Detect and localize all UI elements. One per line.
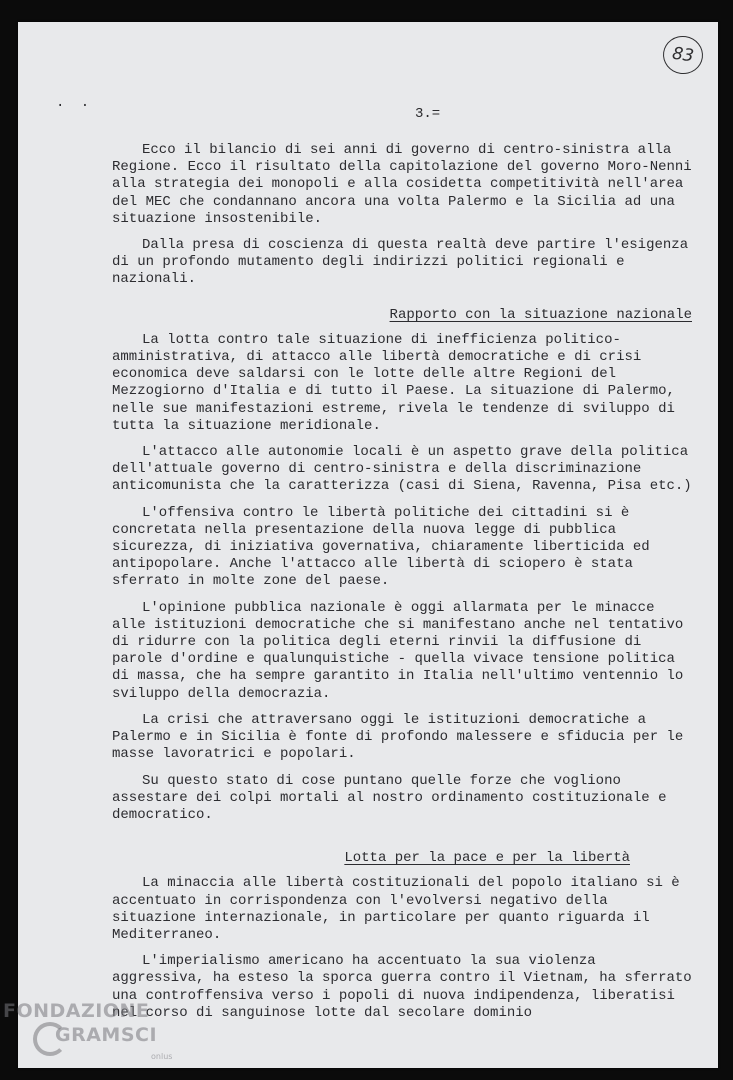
paragraph-imperialismo: L'imperialismo americano ha accentuato la sua violenza aggressiva, ha esteso la sporca guerra contro il Vietnam, ha sferrato una controffensiva verso i popoli di nuova indipendenza, liberatisi nel corso di sanguinose lotte dal secolare dominio — [112, 953, 692, 1021]
paragraph-offensiva: L'offensiva contro le libertà politiche dei cittadini si è concretata nella presentazione della nuova legge di pubblica sicurezza, di iniziativa governativa, chiaramente liberticida ed antipopolare. Anche l'attacco alle libertà di sciopero è stata sferrato in molte zone del paese. — [112, 504, 650, 590]
paragraph-autonomie: L'attacco alle autonomie locali è un aspetto grave della politica dell'attuale governo di centro-sinistra e della discriminazione anticomunista che la caratterizza (casi di Siena, Ravenna, Pisa etc.) — [112, 444, 692, 495]
page-number-stamp: 83 — [661, 33, 706, 76]
fondazione-gramsci-watermark — [3, 1000, 203, 1080]
paragraph-minaccia: La minaccia alle libertà costituzionali del popolo italiano si è accentuato in corrispondenza con l'evolversi negativo della situazione internazionale, in particolare per quanto riguarda il Mediterraneo. — [112, 875, 680, 943]
document-body — [112, 142, 692, 1031]
section-heading-pace: Lotta per la pace e per la libertà — [344, 850, 630, 867]
paragraph-lotta: La lotta contro tale situazione di inefficienza politico-amministrativa, di attacco alle libertà democratiche e di crisi economica deve saldarsi con le lotte delle altre Regioni del Mezzogiorno d'Italia e di tutto il Paese. La situazione di Palermo, nelle sue manifestazioni estreme, rivela le tendenze di sviluppo di tutta la situazione meridionale. — [112, 331, 675, 434]
watermark-line1: FONDAZIONE — [3, 1000, 150, 1022]
page-marker: 3.= — [415, 106, 441, 122]
watermark-sub: onlus — [151, 1052, 173, 1061]
paragraph-crisi: La crisi che attraversano oggi le istituzioni democratiche a Palermo e in Sicilia è fonte di profondo malessere e sfiducia per le masse lavoratrici e popolari. — [112, 711, 684, 763]
paragraph-forze: Su questo stato di cose puntano quelle forze che vogliono assestare dei colpi mortali al nostro ordinamento costituzionale e democratico. — [112, 772, 667, 823]
paragraph-opinione: L'opinione pubblica nazionale è oggi allarmata per le minacce alle istituzioni democratiche che si manifestano anche nel tentativo di ridurre con la politica degli eterni rinvii la diffusione di parole d'ordine e qualunquistiche - quella vivace tensione politica di massa, che ha sempre garantito in Italia nell'ultimo ventennio lo sviluppo della democrazia. — [112, 599, 684, 702]
paragraph-bilancio: Ecco il bilancio di sei anni di governo di centro-sinistra alla Regione. Ecco il risultato della capitolazione del governo Moro-Nenni alla strategia dei monopoli e alla cosidetta competitività nell'area del MEC che condannano ancora una volta Palermo e la Sicilia ad una situazione insostenibile. — [112, 142, 692, 227]
watermark-line2: GRAMSCI — [55, 1024, 158, 1046]
document-page — [18, 22, 718, 1068]
margin-marks: · · — [56, 98, 94, 114]
section-heading-rapporto: Rapporto con la situazione nazionale — [389, 306, 692, 323]
paragraph-presa-di-coscienza: Dalla presa di coscienza di questa realtà deve partire l'esigenza di un profondo mutamento degli indirizzi politici regionali e nazionali. — [112, 237, 689, 288]
